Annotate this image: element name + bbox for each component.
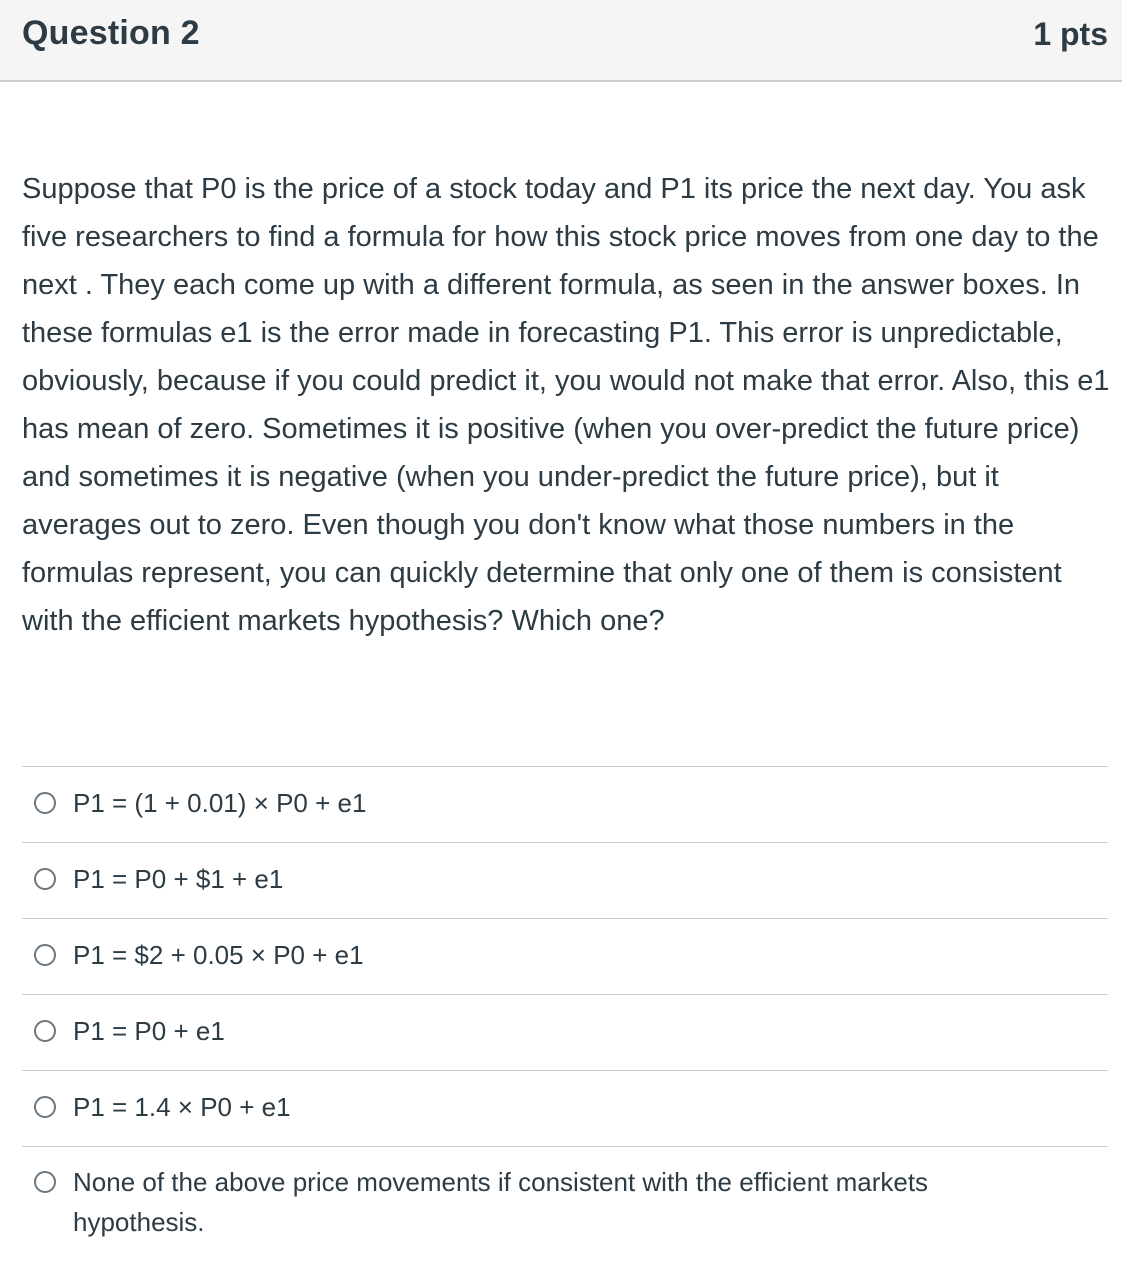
radio-button-2[interactable]: [34, 868, 56, 890]
answer-list: [22, 766, 1108, 1257]
answer-label-1: P1 = (1 + 0.01) × P0 + e1: [73, 788, 367, 818]
radio-button-4[interactable]: [34, 1020, 56, 1042]
answer-label-5: P1 = 1.4 × P0 + e1: [73, 1092, 291, 1122]
radio-button-1[interactable]: [34, 792, 56, 814]
radio-button-6[interactable]: [34, 1171, 56, 1193]
radio-button-3[interactable]: [34, 944, 56, 966]
radio-button-5[interactable]: [34, 1096, 56, 1118]
answer-label-6: None of the above price movements if consistent with the efficient markets hypothesis.: [73, 1167, 929, 1237]
answer-option-6[interactable]: [22, 1147, 1108, 1257]
answer-option-2[interactable]: [22, 843, 1108, 919]
answer-label-4: P1 = P0 + e1: [73, 1016, 225, 1046]
answer-option-5[interactable]: [22, 1071, 1108, 1147]
answer-option-1[interactable]: [22, 767, 1108, 843]
question-text: Suppose that P0 is the price of a stock today and P1 its price the next day. You ask five researchers to find a formula for how this stock price moves from one day to the next . They each come up with a different formula, as seen in the answer boxes. In these formulas e1 is the error made in forecasting P1. This error is unpredictable, obviously, because if you could predict it, you would not make that error. Also, this e1 has mean of zero. Sometimes it is positive (when you over-predict the future price) and sometimes it is negative (when you under-predict the future price), but it averages out to zero. Even though you don't know what those numbers in the formulas represent, you can quickly determine that only one of them is consistent with the efficient markets hypothesis? Which one?: [22, 173, 1110, 637]
question-header: [0, 0, 1122, 82]
answer-label-2: P1 = P0 + $1 + e1: [73, 864, 284, 894]
answer-option-3[interactable]: [22, 919, 1108, 995]
question-title: Question 2: [22, 14, 200, 52]
answer-label-3: P1 = $2 + 0.05 × P0 + e1: [73, 940, 364, 970]
question-points: 1 pts: [1033, 16, 1108, 52]
answer-option-4[interactable]: [22, 995, 1108, 1071]
